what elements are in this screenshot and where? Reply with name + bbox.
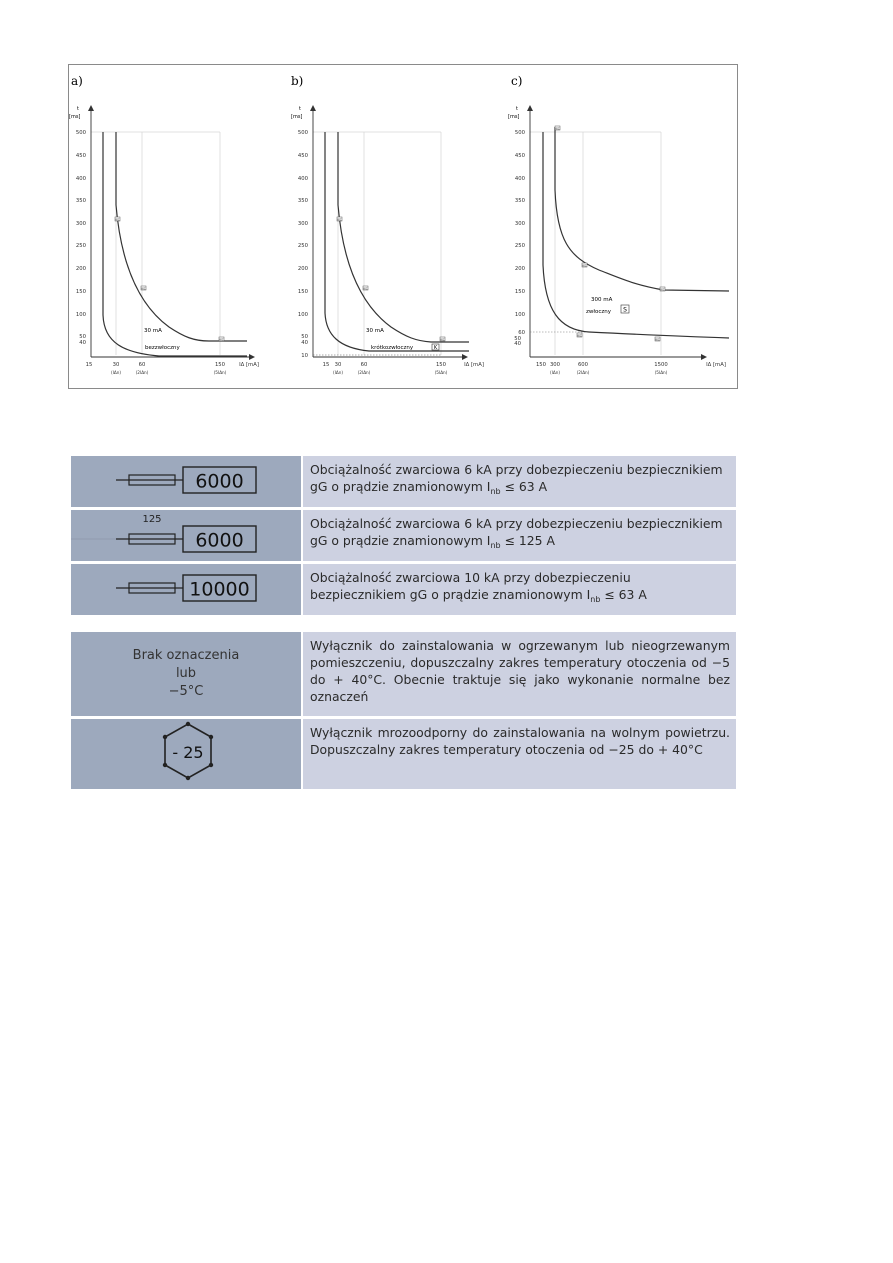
description-tail: ≤ 63 A [600,587,647,602]
marking-line: Brak oznaczenia [132,647,240,663]
y-tick: 500 [75,130,86,136]
capacity-value: 6000 [195,470,244,493]
panel-b-short-delay-curve [325,132,469,351]
description-tail: ≤ 125 A [500,533,555,548]
x-tick-sub: (2IΔn) [576,370,590,375]
description-text: Obciążalność zwarciowa 6 kA przy dobezpieczeniu bezpiecznikiem gG o prądzie znamionowym I [310,462,723,494]
y-tick: 150 [75,289,86,295]
panel-b-y-unit: [ms] [291,114,303,120]
characteristics-svg [69,65,739,390]
panel-b-30ma-curve [338,132,469,342]
x-tick-sub: (IΔn) [332,370,344,375]
panel-c-lower-curve [543,132,729,338]
x-tick-sub: (IΔn) [110,370,122,375]
x-tick-sub: (5IΔn) [213,370,227,375]
fuse-capacity-symbol [71,456,301,503]
iec-marker-text: IEC [440,338,445,342]
x-tick-sub: (2IΔn) [135,370,149,375]
y-tick: 60 [518,330,525,336]
description-cell [302,632,736,717]
y-tick: 350 [297,198,308,204]
panel-a-curve-label-instant: bezzwłoczny [145,345,180,351]
panel-a-instant-curve [103,132,247,356]
panel-b-k-box-label: K [433,345,438,351]
x-tick-sub: (IΔn) [549,370,561,375]
iec-marker-text: IEC [115,218,120,222]
panel-b-y-symbol: t [299,106,301,112]
marking-line: −5°C [168,683,204,699]
x-tick: 600 [577,362,589,368]
marking-line: lub [175,665,197,681]
description-text: Obciążalność zwarciowa 10 kA przy dobezpieczeniu bezpiecznikiem gG o prądzie znamionowym I [310,570,631,602]
panel-c-curve-label-delayed: zwłoczny [586,309,611,315]
iec-marker-text: IEC [555,127,560,131]
description-text: Obciążalność zwarciowa 6 kA przy dobezpieczeniu bezpiecznikiem gG o prądzie znamionowym I [310,516,723,548]
description-sub: nb [490,541,501,550]
y-tick: 40 [79,340,86,346]
y-tick: 100 [297,312,308,318]
marking-cell [71,563,302,616]
x-tick-sub: (2IΔn) [357,370,371,375]
y-tick: 100 [514,312,525,318]
y-tick: 500 [297,130,308,136]
y-tick: 250 [514,243,525,249]
y-tick: 400 [297,176,308,182]
table-row [71,509,736,563]
y-tick: 50 [301,334,308,340]
panel-b-label: b) [291,74,304,88]
panel-a-curve-label-30ma: 30 mA [144,328,162,334]
description-cell [302,563,736,616]
y-tick: 40 [301,340,308,346]
panel-a-y-unit: [ms] [69,114,81,120]
panel-a-markers [115,217,224,341]
y-tick: 250 [75,243,86,249]
panel-b-grid [313,132,441,355]
description-cell [302,509,736,563]
iec-marker-text: IEC [141,287,146,291]
table-row [71,456,736,509]
panel-a-y-ticks [76,130,87,346]
y-tick: 350 [75,198,86,204]
panel-a-grid [91,132,220,355]
x-tick: 30 [334,362,342,368]
iec-marker-text: IEC [363,287,368,291]
panel-c-grid [530,132,661,355]
description-text: Wyłącznik mrozoodporny do zainstalowania na wolnym powietrzu. Dopuszczalny zakres temperatury otoczenia od −25 do + 40°C [310,724,730,757]
x-tick: 150 [535,362,547,368]
x-axis-label: IΔ [mA] [239,362,259,368]
y-tick: 200 [75,266,86,272]
iec-marker-text: IEC [582,264,587,268]
table-row [71,632,736,717]
x-tick: 15 [85,362,93,368]
x-tick-sub: (5IΔn) [654,370,668,375]
panel-c-s-box-label: S [623,306,627,314]
capacity-value: 10000 [189,578,250,601]
y-tick: 400 [75,176,86,182]
y-tick: 400 [514,176,525,182]
description-sub: nb [590,595,601,604]
rcd-characteristics-figure [68,64,738,389]
panel-c-delayed-curve [555,127,729,291]
panel-a-x-ticks [86,362,259,375]
short-circuit-capacity-table [71,456,736,615]
temperature-value: - 25 [172,742,204,762]
temperature-marking-table [71,632,736,789]
y-tick: 10 [301,353,308,359]
x-tick: 150 [214,362,226,368]
panel-c-y-unit: [ms] [508,114,520,120]
panel-b-curve-label-30ma: 30 mA [366,328,384,334]
marking-cell [71,509,302,563]
iec-marker-text: IEC [660,288,665,292]
y-tick: 50 [514,336,521,342]
iec-marker-text: IEC [655,338,660,342]
panel-a-label: a) [71,74,83,88]
x-tick-sub: (5IΔn) [434,370,448,375]
x-tick: 300 [549,362,561,368]
description-cell [302,717,736,789]
x-tick: 60 [138,362,146,368]
y-tick: 450 [297,153,308,159]
panel-c [508,74,729,375]
panel-b-markers [337,217,445,341]
x-tick: 30 [112,362,120,368]
y-tick: 300 [514,221,525,227]
table-row [71,563,736,616]
iec-marker-text: IEC [577,334,582,338]
y-tick: 450 [514,153,525,159]
x-axis-label: IΔ [mA] [464,362,484,368]
iec-marker-text: IEC [219,338,224,342]
panel-c-y-symbol: t [516,106,518,112]
y-tick: 500 [514,130,525,136]
panel-c-x-ticks [536,362,726,375]
y-tick: 300 [75,221,86,227]
y-tick: 50 [79,334,86,340]
y-tick: 200 [297,266,308,272]
x-tick: 15 [322,362,330,368]
description-tail: ≤ 63 A [500,479,548,494]
x-tick: 1500 [654,362,668,368]
x-axis-label: IΔ [mA] [706,362,726,368]
panel-c-y-ticks [514,130,525,347]
panel-c-label: c) [511,74,523,88]
table-row [71,717,736,789]
fuse-capacity-symbol [71,510,301,557]
y-tick: 250 [297,243,308,249]
y-tick: 100 [75,312,86,318]
panel-b [291,74,484,375]
marking-cell [71,632,302,717]
panel-b-x-ticks [323,362,484,375]
panel-a-30ma-curve [116,132,247,341]
fuse-capacity-symbol [71,564,301,611]
panel-b-y-ticks [298,130,309,359]
description-cell [302,456,736,509]
y-tick: 300 [297,221,308,227]
panel-a-y-symbol: t [77,106,79,112]
marking-cell [71,456,302,509]
y-tick: 200 [514,266,525,272]
y-tick: 150 [297,289,308,295]
y-tick: 450 [75,153,86,159]
y-tick: 150 [514,289,525,295]
y-tick: 40 [514,341,521,347]
x-tick: 60 [360,362,368,368]
panel-c-curve-label-300ma: 300 mA [591,297,613,303]
panel-b-curve-label-short-delay: krótkozwłoczny [371,345,414,351]
iec-marker-text: IEC [337,218,342,222]
panel-a [69,74,259,375]
fuse-rating: 125 [142,514,162,525]
x-tick: 150 [435,362,447,368]
y-tick: 350 [514,198,525,204]
marking-cell [71,717,302,789]
description-sub: nb [490,487,501,496]
frost-hexagon-symbol [71,719,301,785]
description-text: Wyłącznik do zainstalowania w ogrzewanym lub nieogrzewanym pomieszczeniu, dopuszczalny zakres temperatury otoczenia od −5 do + 40°C. Obecnie traktuje się jako wykonanie normalne bez oznaczeń [310,638,730,704]
capacity-value: 6000 [195,529,244,552]
